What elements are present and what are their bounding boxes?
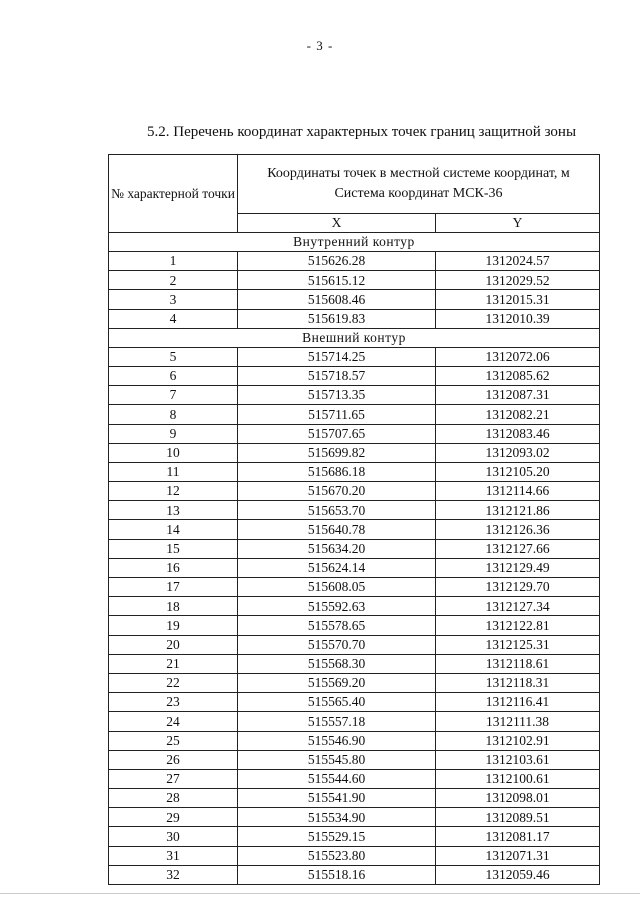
table-row — [109, 865, 600, 884]
table-group-row — [109, 328, 600, 347]
point-number-cell: 15 — [109, 539, 238, 558]
table-row — [109, 424, 600, 443]
x-coordinate-cell: 515518.16 — [238, 865, 436, 884]
table-row — [109, 482, 600, 501]
point-number-cell: 24 — [109, 712, 238, 731]
y-coordinate-cell: 1312116.41 — [436, 693, 600, 712]
table-row — [109, 271, 600, 290]
point-number-cell: 1 — [109, 252, 238, 271]
y-coordinate-cell: 1312098.01 — [436, 789, 600, 808]
table-row — [109, 520, 600, 539]
x-coordinate-cell: 515608.46 — [238, 290, 436, 309]
y-coordinate-cell: 1312102.91 — [436, 731, 600, 750]
point-number-cell: 10 — [109, 443, 238, 462]
table-row — [109, 578, 600, 597]
x-coordinate-cell: 515707.65 — [238, 424, 436, 443]
y-coordinate-cell: 1312129.70 — [436, 578, 600, 597]
x-coordinate-cell: 515626.28 — [238, 252, 436, 271]
x-coordinate-cell: 515568.30 — [238, 654, 436, 673]
y-coordinate-cell: 1312071.31 — [436, 846, 600, 865]
page-number: - 3 - — [306, 38, 334, 53]
point-number-cell: 25 — [109, 731, 238, 750]
point-number-header: № характерной точки — [109, 155, 238, 233]
y-coordinate-cell: 1312118.31 — [436, 673, 600, 692]
table-row — [109, 539, 600, 558]
point-number-cell: 26 — [109, 750, 238, 769]
point-number-cell: 16 — [109, 558, 238, 577]
point-number-cell: 19 — [109, 616, 238, 635]
x-coordinate-cell: 515714.25 — [238, 347, 436, 366]
table-row — [109, 386, 600, 405]
coordinates-table — [108, 154, 600, 885]
table-row — [109, 750, 600, 769]
y-coordinate-cell: 1312100.61 — [436, 769, 600, 788]
contour-group-title: Внутренний контур — [109, 233, 600, 252]
y-coordinate-cell: 1312093.02 — [436, 443, 600, 462]
x-coordinate-cell: 515545.80 — [238, 750, 436, 769]
y-coordinate-cell: 1312111.38 — [436, 712, 600, 731]
x-coordinate-cell: 515569.20 — [238, 673, 436, 692]
x-coordinate-cell: 515608.05 — [238, 578, 436, 597]
table-row — [109, 462, 600, 481]
table-row — [109, 252, 600, 271]
table-row — [109, 693, 600, 712]
point-number-cell: 9 — [109, 424, 238, 443]
table-row — [109, 769, 600, 788]
y-coordinate-cell: 1312083.46 — [436, 424, 600, 443]
x-column-header: X — [238, 214, 436, 233]
table-row — [109, 731, 600, 750]
y-coordinate-cell: 1312105.20 — [436, 462, 600, 481]
table-row — [109, 366, 600, 385]
x-coordinate-cell: 515670.20 — [238, 482, 436, 501]
x-coordinate-cell: 515711.65 — [238, 405, 436, 424]
table-row — [109, 558, 600, 577]
point-number-cell: 4 — [109, 309, 238, 328]
table-row — [109, 654, 600, 673]
y-coordinate-cell: 1312059.46 — [436, 865, 600, 884]
point-number-cell: 14 — [109, 520, 238, 539]
table-row — [109, 846, 600, 865]
y-coordinate-cell: 1312121.86 — [436, 501, 600, 520]
y-coordinate-cell: 1312103.61 — [436, 750, 600, 769]
y-coordinate-cell: 1312072.06 — [436, 347, 600, 366]
coordinates-table-body — [109, 155, 600, 885]
x-coordinate-cell: 515557.18 — [238, 712, 436, 731]
x-coordinate-cell: 515718.57 — [238, 366, 436, 385]
y-coordinate-cell: 1312082.21 — [436, 405, 600, 424]
x-coordinate-cell: 515529.15 — [238, 827, 436, 846]
y-coordinate-cell: 1312125.31 — [436, 635, 600, 654]
point-number-cell: 17 — [109, 578, 238, 597]
x-coordinate-cell: 515578.65 — [238, 616, 436, 635]
table-row — [109, 712, 600, 731]
x-coordinate-cell: 515615.12 — [238, 271, 436, 290]
x-coordinate-cell: 515619.83 — [238, 309, 436, 328]
table-row — [109, 405, 600, 424]
point-number-cell: 30 — [109, 827, 238, 846]
y-coordinate-cell: 1312089.51 — [436, 808, 600, 827]
point-number-cell: 28 — [109, 789, 238, 808]
y-coordinate-cell: 1312081.17 — [436, 827, 600, 846]
table-group-row — [109, 233, 600, 252]
y-coordinate-cell: 1312118.61 — [436, 654, 600, 673]
x-coordinate-cell: 515713.35 — [238, 386, 436, 405]
y-coordinate-cell: 1312126.36 — [436, 520, 600, 539]
table-row — [109, 808, 600, 827]
contour-group-title: Внешний контур — [109, 328, 600, 347]
x-coordinate-cell: 515686.18 — [238, 462, 436, 481]
point-number-cell: 21 — [109, 654, 238, 673]
point-number-cell: 7 — [109, 386, 238, 405]
point-number-cell: 5 — [109, 347, 238, 366]
point-number-cell: 31 — [109, 846, 238, 865]
point-number-cell: 6 — [109, 366, 238, 385]
point-number-cell: 3 — [109, 290, 238, 309]
point-number-cell: 12 — [109, 482, 238, 501]
coordinate-system-header-line2: Система координат МСК-36 — [334, 186, 503, 201]
y-coordinate-cell: 1312129.49 — [436, 558, 600, 577]
x-coordinate-cell: 515523.80 — [238, 846, 436, 865]
x-coordinate-cell: 515653.70 — [238, 501, 436, 520]
y-coordinate-cell: 1312010.39 — [436, 309, 600, 328]
x-coordinate-cell: 515624.14 — [238, 558, 436, 577]
x-coordinate-cell: 515570.70 — [238, 635, 436, 654]
coordinate-system-header — [238, 155, 600, 214]
y-coordinate-cell: 1312114.66 — [436, 482, 600, 501]
point-number-cell: 20 — [109, 635, 238, 654]
section-title: 5.2. Перечень координат характерных точек границ защитной зоны — [147, 124, 577, 140]
x-coordinate-cell: 515546.90 — [238, 731, 436, 750]
point-number-cell: 23 — [109, 693, 238, 712]
bottom-divider — [0, 893, 640, 894]
y-coordinate-cell: 1312127.66 — [436, 539, 600, 558]
table-row — [109, 597, 600, 616]
table-row — [109, 443, 600, 462]
point-number-cell: 2 — [109, 271, 238, 290]
x-coordinate-cell: 515592.63 — [238, 597, 436, 616]
x-coordinate-cell: 515634.20 — [238, 539, 436, 558]
y-coordinate-cell: 1312087.31 — [436, 386, 600, 405]
table-row — [109, 673, 600, 692]
table-row — [109, 501, 600, 520]
x-coordinate-cell: 515534.90 — [238, 808, 436, 827]
point-number-cell: 8 — [109, 405, 238, 424]
point-number-cell: 22 — [109, 673, 238, 692]
point-number-cell: 18 — [109, 597, 238, 616]
point-number-cell: 29 — [109, 808, 238, 827]
point-number-cell: 27 — [109, 769, 238, 788]
x-coordinate-cell: 515541.90 — [238, 789, 436, 808]
table-row — [109, 635, 600, 654]
point-number-cell: 32 — [109, 865, 238, 884]
y-coordinate-cell: 1312029.52 — [436, 271, 600, 290]
table-row — [109, 827, 600, 846]
table-row — [109, 347, 600, 366]
table-row — [109, 290, 600, 309]
x-coordinate-cell: 515565.40 — [238, 693, 436, 712]
table-row — [109, 616, 600, 635]
y-coordinate-cell: 1312122.81 — [436, 616, 600, 635]
y-coordinate-cell: 1312015.31 — [436, 290, 600, 309]
point-number-cell: 13 — [109, 501, 238, 520]
y-coordinate-cell: 1312085.62 — [436, 366, 600, 385]
coordinate-system-header-line1: Координаты точек в местной системе координат, м — [267, 165, 570, 181]
y-coordinate-cell: 1312127.34 — [436, 597, 600, 616]
x-coordinate-cell: 515699.82 — [238, 443, 436, 462]
y-column-header: Y — [436, 214, 600, 233]
table-row — [109, 309, 600, 328]
table-row — [109, 789, 600, 808]
x-coordinate-cell: 515640.78 — [238, 520, 436, 539]
table-header-row — [109, 155, 600, 214]
x-coordinate-cell: 515544.60 — [238, 769, 436, 788]
point-number-cell: 11 — [109, 462, 238, 481]
y-coordinate-cell: 1312024.57 — [436, 252, 600, 271]
